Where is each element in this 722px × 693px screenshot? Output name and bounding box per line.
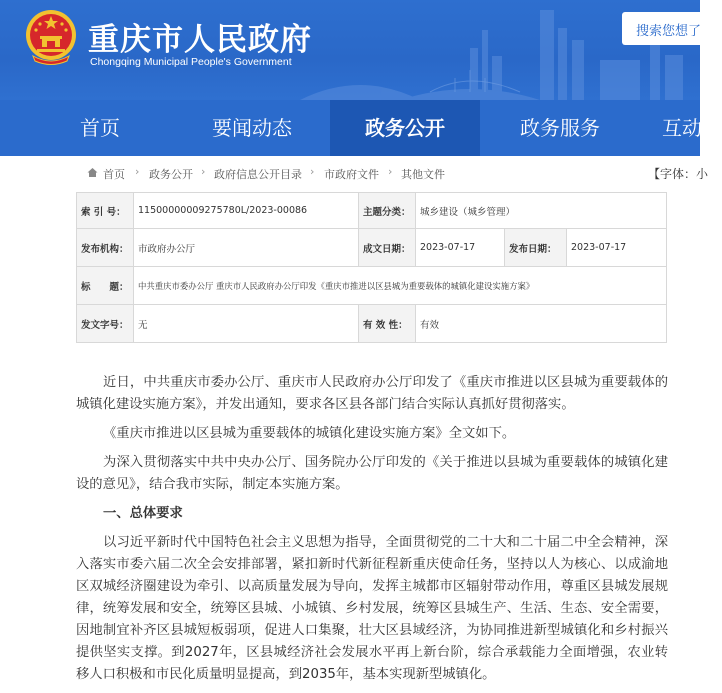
article-paragraph: 为深入贯彻落实中共中央办公厅、国务院办公厅印发的《关于推进以县城为重要载体的城镇化建设的意见》，结合我市实际，制定本实施方案。 xyxy=(76,455,668,492)
title-label: 标 题： xyxy=(77,267,134,305)
article-paragraph: 《重庆市推进以区县城为重要载体的城镇化建设实施方案》全文如下。 xyxy=(103,426,516,441)
main-nav xyxy=(0,100,700,156)
nav-item-services[interactable]: 政务服务 xyxy=(520,116,600,140)
topic-label: 主题分类： xyxy=(359,193,416,229)
info-row-issuer xyxy=(77,229,667,267)
nav-item-gov-affairs[interactable]: 政务公开 xyxy=(330,100,480,156)
index-value: 11500000009275780L/2023-00086 xyxy=(134,193,359,229)
national-emblem-icon xyxy=(23,8,79,66)
title-value: 中共重庆市委办公厅 重庆市人民政府办公厅印发《重庆市推进以区县城为重要载体的城镇化建设实施方案》 xyxy=(134,267,667,305)
validity-label: 有 效 性： xyxy=(359,305,416,343)
breadcrumb-separator: › xyxy=(135,165,140,178)
site-title[interactable]: 重庆市人民政府 xyxy=(88,22,312,58)
site-subtitle: Chongqing Municipal People's Government xyxy=(90,56,292,68)
font-size-switcher[interactable]: 【字体：小 xyxy=(648,167,709,181)
breadcrumb xyxy=(0,156,709,190)
nav-item-home[interactable]: 首页 xyxy=(80,116,120,140)
breadcrumb-gov-affairs[interactable]: 政务公开 xyxy=(149,168,193,181)
issuer-value: 市政府办公厅 xyxy=(134,229,359,267)
validity-value: 有效 xyxy=(416,305,667,343)
breadcrumb-separator: › xyxy=(201,165,206,178)
doc-number-label: 发文字号： xyxy=(77,305,134,343)
article-body xyxy=(76,372,668,693)
breadcrumb-home[interactable]: 首页 xyxy=(103,168,125,181)
article-paragraph: 近日，中共重庆市委办公厅、重庆市人民政府办公厅印发了《重庆市推进以区县城为重要载体的城镇化建设实施方案》，并发出通知，要求各区县各部门结合实际认真抓好贯彻落实。 xyxy=(76,375,668,412)
search-input[interactable] xyxy=(622,12,722,45)
nav-item-news[interactable]: 要闻动态 xyxy=(212,116,292,140)
issuer-label: 发布机构： xyxy=(77,229,134,267)
written-date-label: 成文日期： xyxy=(359,229,416,267)
info-row-title xyxy=(77,267,667,305)
nav-item-interaction[interactable]: 互动 xyxy=(662,116,702,140)
site-header xyxy=(0,0,700,100)
index-label: 索 引 号： xyxy=(77,193,134,229)
home-icon xyxy=(87,167,98,178)
published-date-label: 发布日期： xyxy=(505,229,567,267)
info-row-index xyxy=(77,193,667,229)
search-placeholder: 搜索您想了 xyxy=(636,24,702,39)
breadcrumb-city-docs[interactable]: 市政府文件 xyxy=(324,168,379,181)
document-info-table xyxy=(76,192,667,343)
article-paragraph: 以习近平新时代中国特色社会主义思想为指导，全面贯彻党的二十大和二十届二中全会精神，深入落实市委六届二次全会安排部署，紧扣新时代新征程新重庆使命任务，坚持以人为核心、以成渝地区双城经济圈建设为牵引、以高质量发展为导向，发挥主城都市区辐射带动作用，尊重区县城发展规律，统筹发展和安全，统筹区县城、小城镇、乡村发展，统筹区县城生产、生活、生态、安全需要，因地制宜补齐区县城短板弱项，促进人口集聚，壮大区县域经济，为协同推进新型城镇化和乡村振兴提供坚实支撑。到2027年，区县城经济社会发展水平再上新台阶，综合承载能力全面增强，农业转移人口积极和市民化质量明显提高，到2035年，基本实现新型城镇化。 xyxy=(76,535,668,682)
doc-number-value: 无 xyxy=(134,305,359,343)
written-date-value: 2023-07-17 xyxy=(416,229,505,267)
section-heading: 一、总体要求 xyxy=(103,506,183,521)
breadcrumb-info-catalog[interactable]: 政府信息公开目录 xyxy=(214,168,302,181)
breadcrumb-other-docs[interactable]: 其他文件 xyxy=(401,168,445,181)
published-date-value: 2023-07-17 xyxy=(567,229,667,267)
breadcrumb-separator: › xyxy=(310,165,315,178)
breadcrumb-separator: › xyxy=(388,165,393,178)
topic-value: 城乡建设（城乡管理） xyxy=(416,193,667,229)
info-row-docno xyxy=(77,305,667,343)
